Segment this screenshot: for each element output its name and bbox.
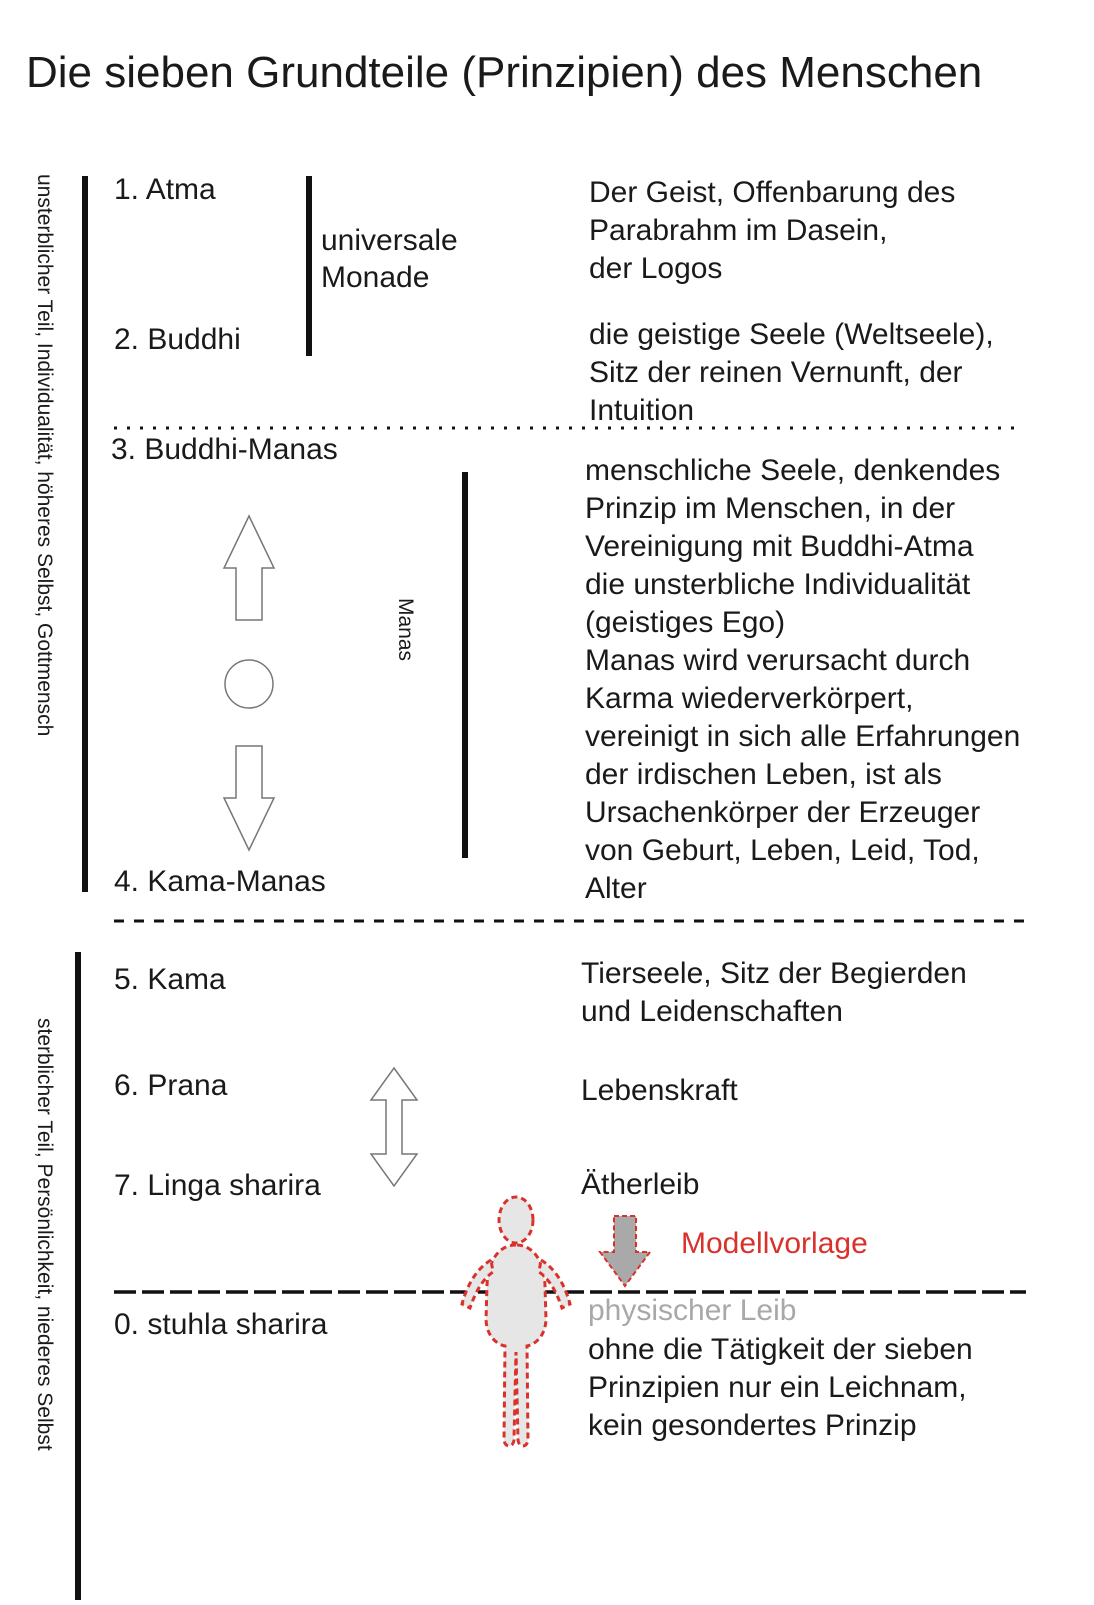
up-arrow-icon [224,516,274,620]
circle-icon [225,660,273,708]
principle-buddhi: 2. Buddhi [114,323,241,356]
lower-bracket-bar [75,952,81,1600]
page-title: Die sieben Grundteile (Prinzipien) des Menschen [26,48,983,97]
monade-label-line1: universale [321,224,458,257]
description-buddhi: die geistige Seele (Weltseele), Sitz der reinen Vernunft, der Intuition [589,318,994,427]
model-label: Modellvorlage [681,1227,868,1260]
human-figure-icon [462,1197,570,1446]
manas-group-label: Manas [394,598,417,662]
description-stuhla: ohne die Tätigkeit der sieben Prinzipien nur ein Leichnam, kein gesondertes Prinzip [588,1333,973,1442]
lower-side-label: sterblicher Teil, Persönlichkeit, niederes Selbst [33,1018,56,1451]
upper-side-label: unsterblicher Teil, Individualität, höheres Selbst, Gottmensch [33,174,56,737]
principle-buddhi-manas: 3. Buddhi-Manas [111,433,338,466]
principle-kama-manas: 4. Kama-Manas [114,865,326,898]
principle-atma: 1. Atma [114,173,216,206]
description-kama: Tierseele, Sitz der Begierden und Leidenschaften [581,957,967,1028]
manas-group-bar [462,472,468,858]
principle-linga-sharira: 7. Linga sharira [114,1169,321,1202]
upper-bracket-bar [82,176,88,892]
monade-group-bar [306,176,312,356]
description-linga: Ätherleib [581,1168,700,1201]
double-arrow-icon [371,1068,417,1186]
model-arrow-icon [600,1216,650,1286]
principle-kama: 5. Kama [114,963,226,996]
physical-body-heading: physischer Leib [588,1294,797,1327]
down-arrow-icon [224,746,274,850]
principle-stuhla-sharira: 0. stuhla sharira [114,1308,328,1341]
description-prana: Lebenskraft [581,1074,738,1107]
monade-label-line2: Monade [321,261,430,294]
description-atma: Der Geist, Offenbarung des Parabrahm im Dasein, der Logos [589,176,956,285]
principle-prana: 6. Prana [114,1069,228,1102]
description-manas: menschliche Seele, denkendes Prinzip im Menschen, in der Vereinigung mit Buddhi-Atma die unsterbliche Individualität (geistiges Ego) Manas wird verursacht durch Karma wiederverkörpert, vereinigt in sich alle Erfahrungen der irdischen Leben, ist als Ursachenkörper der Erzeuger von Geburt, Leben, Leid, Tod, Alter [585,454,1021,905]
